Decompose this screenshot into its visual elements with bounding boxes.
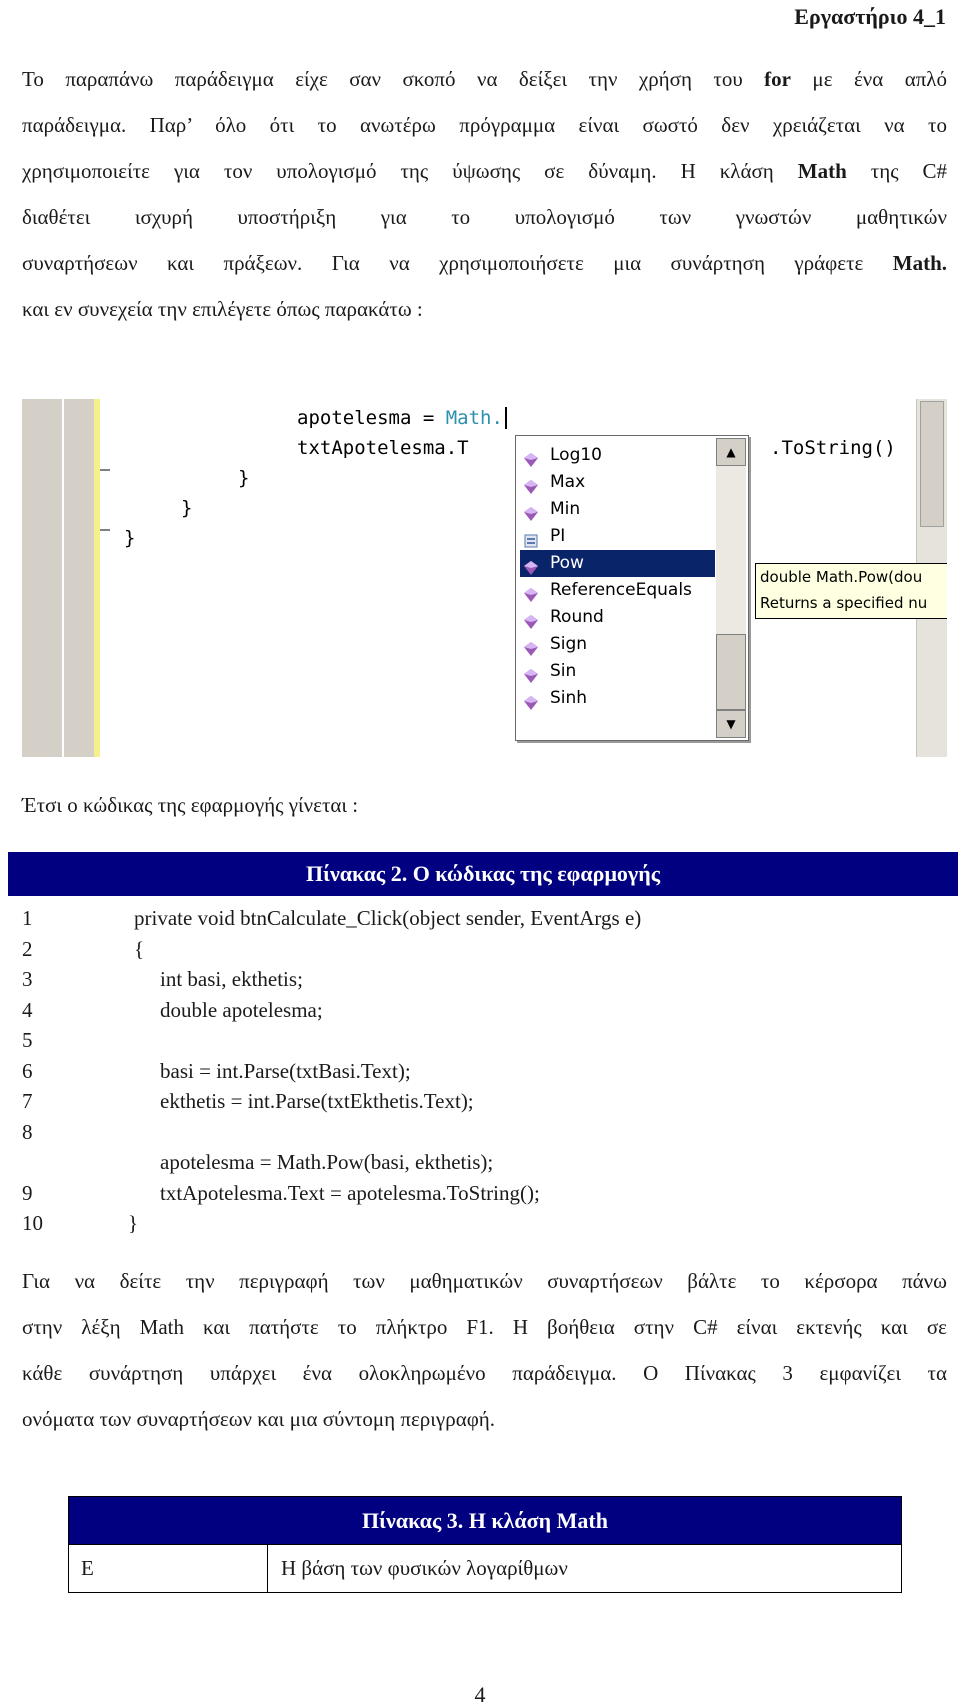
method-icon bbox=[524, 503, 538, 517]
table-row: 5 bbox=[22, 1028, 33, 1052]
code-line-2: txtApotelesma.T bbox=[297, 437, 469, 459]
table-row: 3 int basi, ekthetis; bbox=[22, 967, 303, 991]
field-icon bbox=[524, 530, 538, 544]
intro-line-4: διαθέτει ισχυρή υποστήριξη για το υπολογισμό των γνωστών μαθητικών bbox=[22, 205, 947, 229]
method-icon bbox=[524, 611, 538, 625]
table-row: 9 txtApotelesma.Text = apotelesma.ToString(); bbox=[22, 1180, 540, 1205]
method-icon bbox=[524, 476, 538, 490]
paragraph-3-line: ονόματα των συναρτήσεων και μια σύντομη περιγραφή. bbox=[22, 1407, 496, 1431]
table-row: 7 ekthetis = int.Parse(txtEkthetis.Text); bbox=[22, 1089, 474, 1113]
intro-line-5: συναρτήσεων και πράξεων. Για να χρησιμοποιήσετε μια συνάρτηση γράφετε Math. bbox=[22, 251, 947, 275]
paragraph-3-line: στην λέξη Math και πατήστε το πλήκτρο F1. Η βοήθεια στην C# είναι εκτενής και σε bbox=[22, 1315, 947, 1339]
page-number: 4 bbox=[474, 1682, 486, 1707]
intellisense-item[interactable]: Round bbox=[520, 604, 715, 631]
paragraph-3 bbox=[22, 1258, 947, 1442]
method-icon bbox=[524, 638, 538, 652]
function-description-cell: Η βάση των φυσικών λογαρίθμων bbox=[281, 1556, 568, 1580]
method-icon bbox=[524, 692, 538, 706]
tooltip-description: Returns a specified nu bbox=[760, 594, 928, 612]
table-row: 1 private void btnCalculate_Click(object sender, EventArgs e) bbox=[22, 906, 642, 930]
intellisense-item[interactable]: Max bbox=[520, 469, 715, 496]
quickinfo-tooltip bbox=[755, 563, 947, 619]
intellisense-item[interactable]: Sign bbox=[520, 631, 715, 658]
scroll-up-arrow-icon[interactable]: ▲ bbox=[716, 438, 746, 466]
paragraph-2-text: Έτσι ο κώδικας της εφαρμογής γίνεται : bbox=[22, 793, 359, 817]
closing-brace: } bbox=[124, 527, 136, 549]
table-row bbox=[69, 1544, 901, 1592]
intro-line-6: και εν συνεχεία την επιλέγετε όπως παρακάτω : bbox=[22, 297, 423, 321]
function-name-cell: E bbox=[81, 1556, 94, 1580]
math-class-table bbox=[68, 1496, 902, 1593]
table-row: 2 { bbox=[22, 936, 145, 961]
table-row: 10 } bbox=[22, 1211, 139, 1235]
intellisense-item[interactable]: PI bbox=[520, 523, 715, 550]
code-table bbox=[8, 852, 958, 1239]
intellisense-scroll-thumb[interactable] bbox=[716, 634, 746, 710]
intellisense-list[interactable] bbox=[515, 435, 749, 741]
method-icon bbox=[524, 584, 538, 598]
intro-line-1: Το παραπάνω παράδειγμα είχε σαν σκοπό να δείξει την χρήση του for με ένα απλό bbox=[22, 67, 947, 91]
editor-scroll-thumb[interactable] bbox=[920, 401, 944, 527]
ide-screenshot bbox=[22, 399, 947, 757]
intellisense-item[interactable]: ReferenceEquals bbox=[520, 577, 715, 604]
closing-brace: } bbox=[181, 497, 193, 519]
table-row: 6 basi = int.Parse(txtBasi.Text); bbox=[22, 1058, 411, 1083]
intellisense-item[interactable]: Min bbox=[520, 496, 715, 523]
code-table-title: Πίνακας 2. Ο κώδικας της εφαρμογής bbox=[8, 852, 958, 896]
column-divider bbox=[267, 1545, 268, 1592]
method-icon bbox=[524, 557, 538, 571]
method-icon bbox=[524, 665, 538, 679]
intellisense-item[interactable]: Sin bbox=[520, 658, 715, 685]
table-row: apotelesma = Math.Pow(basi, ekthetis); bbox=[160, 1150, 494, 1174]
intro-line-2: παράδειγμα. Παρ’ όλο ότι το ανωτέρω πρόγραμμα είναι σωστό δεν χρειάζεται να το bbox=[22, 113, 947, 137]
intellisense-scrollbar[interactable] bbox=[716, 438, 746, 738]
intellisense-item[interactable]: Sinh bbox=[520, 685, 715, 712]
closing-brace: } bbox=[238, 467, 250, 489]
code-line-1: apotelesma = Math. bbox=[297, 407, 507, 429]
intro-paragraph bbox=[22, 56, 947, 332]
intro-line-3: χρησιμοποιείτε για τον υπολογισμό της ύψωσης σε δύναμη. Η κλάση Math της C# bbox=[22, 159, 947, 183]
paragraph-3-line: κάθε συνάρτηση υπάρχει ένα ολοκληρωμένο παράδειγμα. Ο Πίνακας 3 εμφανίζει τα bbox=[22, 1361, 947, 1385]
tooltip-signature: double Math.Pow(dou bbox=[760, 568, 923, 586]
code-line-2-tail: .ToString() bbox=[770, 437, 896, 459]
outline-tick bbox=[100, 529, 110, 531]
scroll-down-arrow-icon[interactable]: ▼ bbox=[716, 710, 746, 738]
intellisense-item-selected[interactable]: Pow bbox=[520, 550, 715, 577]
paragraph-3-line: Για να δείτε την περιγραφή των μαθηματικών συναρτήσεων βάλτε το κέρσορα πάνω bbox=[22, 1269, 947, 1293]
intellisense-item[interactable]: Log10 bbox=[520, 442, 715, 469]
outline-margin bbox=[64, 399, 94, 757]
method-icon bbox=[524, 449, 538, 463]
table-row: 4 double apotelesma; bbox=[22, 997, 323, 1022]
table-row: 8 bbox=[22, 1119, 33, 1144]
outline-tick bbox=[100, 469, 110, 471]
math-table-title: Πίνακας 3. Η κλάση Math bbox=[69, 1497, 901, 1544]
document-header: Εργαστήριο 4_1 bbox=[794, 4, 946, 29]
paragraph-2 bbox=[22, 782, 947, 828]
change-marker-bar bbox=[94, 399, 100, 757]
editor-margin bbox=[22, 399, 62, 757]
